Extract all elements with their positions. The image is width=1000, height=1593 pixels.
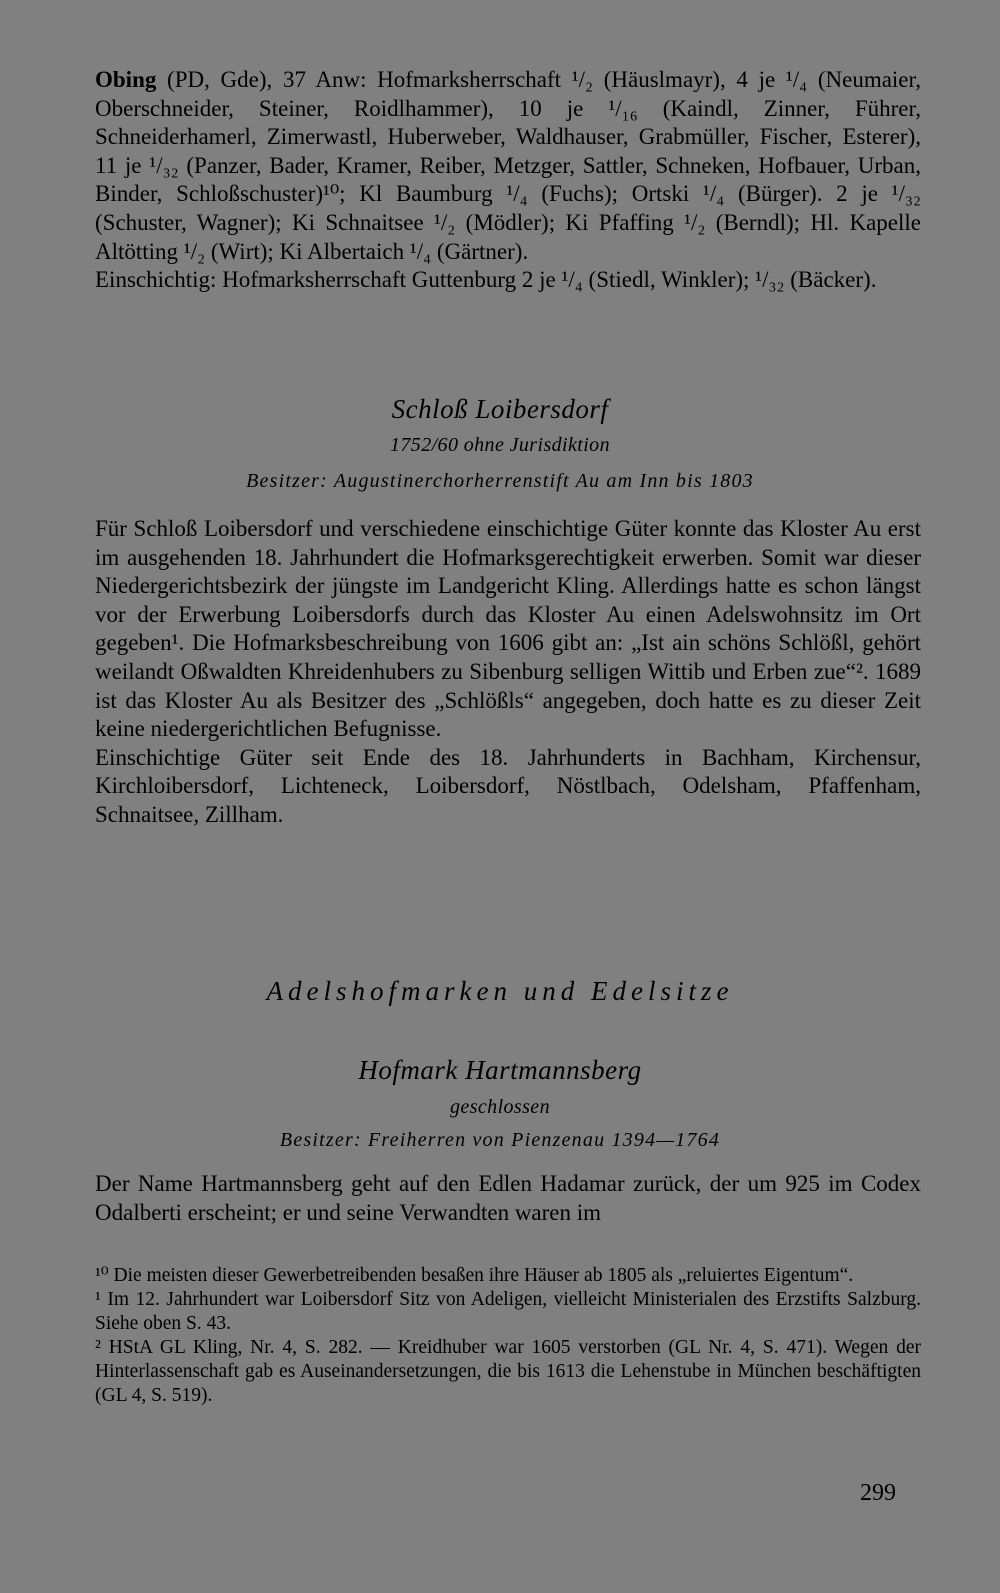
section2-title: Hofmark Hartmannsberg [358, 1055, 642, 1085]
footnote-10: ¹⁰ Die meisten dieser Gewerbetreibenden besaßen ihre Häuser ab 1805 als „reluiertes Eigentum“. [95, 1265, 854, 1286]
obing-entry [95, 66, 921, 295]
section2-subtitle: geschlossen [450, 1096, 550, 1118]
section1-paragraph-1: Für Schloß Loibersdorf und verschiedene einschichtige Güter konnte das Kloster Au erst im ausgehenden 18. Jahrhundert die Hofmarksgerechtigkeit erwerben. Somit war dieser Niedergerichtsbezirk der jüngste im Landgericht Kling. Allerdings hatte es schon längst vor der Erwerbung Loibersdorfs durch das Kloster Au einen Adelswohnsitz im Ort gegeben¹. Die Hofmarksbeschreibung von 1606 gibt an: „Ist ain schöns Schlößl, gehört weilandt Oßwaldten Khreidenhubers zu Sibenburg selligen Wittib und Erben zue“². 1689 ist das Kloster Au als Besitzer des „Schlößls“ angegeben, doch hatte es zu dieser Zeit keine niedergerichtlichen Befugnisse. [95, 516, 921, 742]
entry-text: (PD, Gde), 37 Anw: Hofmarksherrschaft ¹/₂ (Häuslmayr), 4 je ¹/₄ (Neumaier, Oberschneider, Steiner, Roidlhammer), 10 je ¹/₁₆ (Kaindl, Zinner, Führer, Schneiderhamerl, Zimerwastl, Huberweber, Waldhauser, Grabmüller, Fischer, Esterer), 11 je ¹/₃₂ (Panzer, Bader, Kramer, Reiber, Metzger, Sattler, Schneken, Hofbauer, Urban, Binder, Schloßschuster)¹⁰; Kl Baumburg ¹/₄ (Fuchs); Ortski ¹/₄ (Bürger). 2 je ¹/₃₂ (Schuster, Wagner); Ki Schnaitsee ¹/₂ (Mödler); Ki Pfaffing ¹/₂ (Berndl); Hl. Kapelle Altötting ¹/₂ (Wirt); Ki Albertaich ¹/₄ (Gärtner). [95, 67, 921, 264]
section1-body [95, 515, 921, 830]
section1-subtitle: 1752/60 ohne Jurisdiktion [390, 434, 610, 456]
section1-paragraph-2: Einschichtige Güter seit Ende des 18. Jahrhunderts in Bachham, Kirchensur, Kirchloibersdorf, Lichteneck, Loibersdorf, Nöstlbach, Odelsham, Pfaffenham, Schnaitsee, Zillham. [95, 744, 921, 827]
section2-paragraph-1: Der Name Hartmannsberg geht auf den Edlen Hadamar zurück, der um 925 im Codex Odalberti erscheint; er und seine Verwandten waren im [95, 1171, 921, 1225]
section2-owner: Besitzer: Freiherren von Pienzenau 1394—1764 [279, 1129, 721, 1151]
entry-text-2: Einschichtig: Hofmarksherrschaft Guttenburg 2 je ¹/₄ (Stiedl, Winkler); ¹/₃₂ (Bäcker). [95, 267, 877, 293]
entry-head: Obing [95, 67, 157, 92]
section2-heading: Adelshofmarken und Edelsitze [266, 976, 734, 1006]
footnote-2: ² HStA GL Kling, Nr. 4, S. 282. — Kreidhuber war 1605 verstorben (GL Nr. 4, S. 471). Wegen der Hinterlassenschaft gab es Auseinandersetzungen, die bis 1613 die Lehenstube in München beschäftigten (GL 4, S. 519). [95, 1337, 921, 1406]
footnotes [95, 1264, 921, 1408]
section1-title: Schloß Loibersdorf [391, 394, 609, 424]
page-number: 299 [860, 1480, 896, 1506]
footnote-1: ¹ Im 12. Jahrhundert war Loibersdorf Sitz von Adeligen, vielleicht Ministerialen des Erzstifts Salzburg. Siehe oben S. 43. [95, 1289, 921, 1334]
section2-body [95, 1170, 921, 1227]
section1-owner: Besitzer: Augustinerchorherrenstift Au am Inn bis 1803 [246, 470, 754, 492]
